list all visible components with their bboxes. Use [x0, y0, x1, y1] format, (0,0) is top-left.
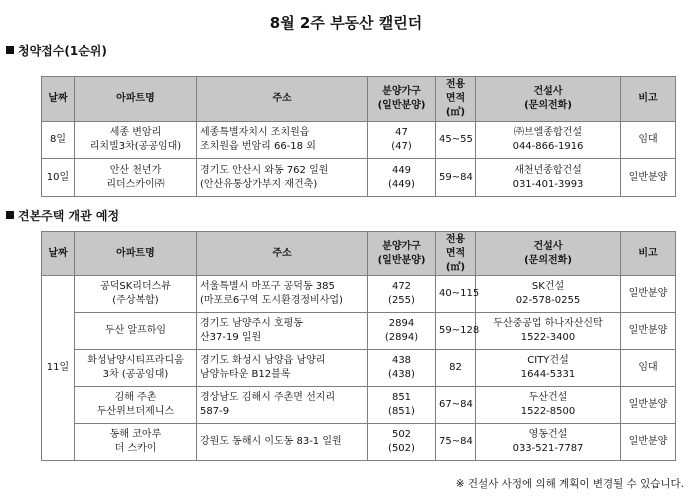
date-cell: 11일: [42, 276, 75, 461]
builder-cell: 새천년종합건설 031-401-3993: [476, 159, 621, 197]
date-cell: 8일: [42, 122, 75, 159]
address-cell: 경상남도 김해시 주촌면 선지리 587-9: [197, 387, 368, 424]
table-row: [42, 350, 676, 387]
header-note: 비고: [621, 232, 676, 276]
apt-cell: 공덕SK리더스뷰 (주상복합): [75, 276, 197, 313]
section-heading-subscription: [6, 42, 107, 59]
address-cell: 서울특별시 마포구 공덕동 385 (마포로6구역 도시환경정비사업): [197, 276, 368, 313]
footnote: ※ 건설사 사정에 의해 계획이 변경될 수 있습니다.: [455, 478, 684, 490]
page-title: 8월 2주 부동산 캘린더: [269, 14, 423, 32]
units-cell: 438 (438): [368, 350, 436, 387]
header-units: 분양가구 (일반분양): [368, 232, 436, 276]
note-cell: 일반분양: [621, 313, 676, 350]
address-cell: 강원도 동해시 이도동 83-1 일원: [197, 424, 368, 461]
header-area: 전용 면적 (㎡): [436, 232, 476, 276]
header-date: 날짜: [42, 77, 75, 122]
table-row: [42, 424, 676, 461]
apt-cell: 두산 알프하임: [75, 313, 197, 350]
note-cell: 일반분양: [621, 387, 676, 424]
date-cell: 10일: [42, 159, 75, 197]
units-cell: 47 (47): [368, 122, 436, 159]
section-label: 청약접수(1순위): [18, 44, 107, 58]
units-cell: 472 (255): [368, 276, 436, 313]
square-bullet-icon: [6, 46, 14, 54]
builder-cell: ㈜브엘종합건설 044-866-1916: [476, 122, 621, 159]
area-cell: 40~115: [436, 276, 476, 313]
note-cell: 임대: [621, 350, 676, 387]
table-row: [42, 276, 676, 313]
address-cell: 경기도 남양주시 호평동 산37-19 일원: [197, 313, 368, 350]
area-cell: 59~84: [436, 159, 476, 197]
header-address: 주소: [197, 77, 368, 122]
apt-cell: 동해 코아루 더 스카이: [75, 424, 197, 461]
area-cell: 59~128: [436, 313, 476, 350]
header-apt: 아파트명: [75, 232, 197, 276]
table-row: [42, 313, 676, 350]
builder-cell: 두산중공업 하나자산신탁 1522-3400: [476, 313, 621, 350]
address-cell: 경기도 안산시 와동 762 일원 (안산유통상가부지 재건축): [197, 159, 368, 197]
units-cell: 502 (502): [368, 424, 436, 461]
builder-cell: 영동건설 033-521-7787: [476, 424, 621, 461]
area-cell: 67~84: [436, 387, 476, 424]
table-row: [42, 387, 676, 424]
area-cell: 75~84: [436, 424, 476, 461]
header-builder: 건설사 (문의전화): [476, 77, 621, 122]
note-cell: 일반분양: [621, 276, 676, 313]
model-house-table: [41, 231, 676, 461]
builder-cell: CITY건설 1644-5331: [476, 350, 621, 387]
header-builder: 건설사 (문의전화): [476, 232, 621, 276]
area-cell: 45~55: [436, 122, 476, 159]
builder-cell: SK건설 02-578-0255: [476, 276, 621, 313]
table-row: [42, 122, 676, 159]
address-cell: 세종특별자치시 조치원읍 조치원읍 번암리 66-18 외: [197, 122, 368, 159]
note-cell: 임대: [621, 122, 676, 159]
address-cell: 경기도 화성시 남양읍 남양리 남양뉴타운 B12블록: [197, 350, 368, 387]
apt-cell: 안산 천년가 리더스카이㈜: [75, 159, 197, 197]
section-label: 견본주택 개관 예정: [18, 209, 120, 223]
units-cell: 449 (449): [368, 159, 436, 197]
builder-cell: 두산건설 1522-8500: [476, 387, 621, 424]
apt-cell: 세종 변암리 리치빌3차(공공임대): [75, 122, 197, 159]
units-cell: 2894 (2894): [368, 313, 436, 350]
units-cell: 851 (851): [368, 387, 436, 424]
apt-cell: 김해 주촌 두산위브더제니스: [75, 387, 197, 424]
note-cell: 일반분양: [621, 424, 676, 461]
header-note: 비고: [621, 77, 676, 122]
apt-cell: 화성남양시티프라디움 3차 (공공임대): [75, 350, 197, 387]
header-apt: 아파트명: [75, 77, 197, 122]
subscription-table: [41, 76, 676, 197]
header-area: 전용 면적 (㎡): [436, 77, 476, 122]
section-heading-model-house: [6, 207, 119, 224]
header-units: 분양가구 (일반분양): [368, 77, 436, 122]
square-bullet-icon: [6, 211, 14, 219]
table-row: [42, 159, 676, 197]
header-address: 주소: [197, 232, 368, 276]
table-header-row: [42, 232, 676, 276]
note-cell: 일반분양: [621, 159, 676, 197]
header-date: 날짜: [42, 232, 75, 276]
area-cell: 82: [436, 350, 476, 387]
table-header-row: [42, 77, 676, 122]
